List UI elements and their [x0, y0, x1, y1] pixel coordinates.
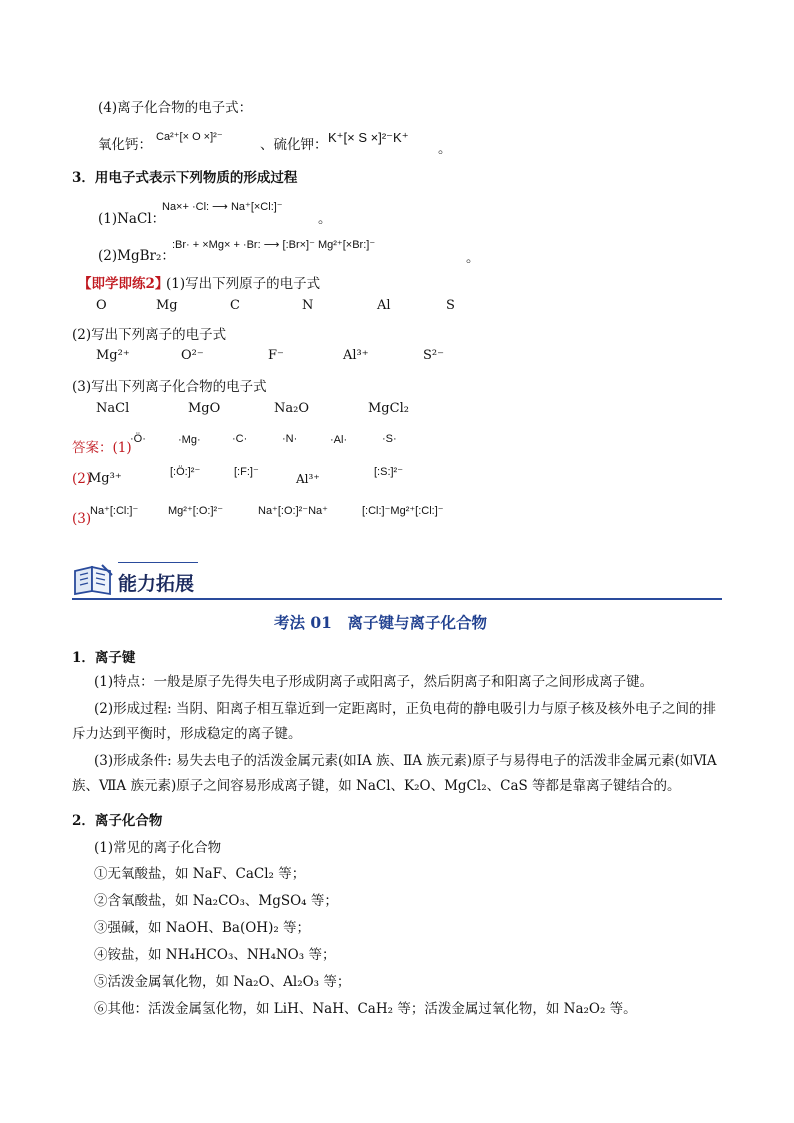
practice-q1: (1)写出下列原子的电子式 [166, 276, 321, 292]
list-item: ①无氧酸盐，如 NaF、CaCl₂ 等； [94, 866, 306, 882]
list-item: ⑤活泼金属氧化物，如 Na₂O、Al₂O₃ 等； [94, 974, 351, 990]
answer-ion: [:F:]⁻ [234, 466, 259, 478]
list-item: ②含氧酸盐，如 Na₂CO₃、MgSO₄ 等； [94, 893, 338, 909]
mgbr-label: (2)MgBr₂： [98, 248, 175, 264]
atom-item: Mg [156, 298, 178, 313]
answer-atom: ·Al· [330, 434, 348, 446]
ion-item: Mg²⁺ [96, 348, 130, 363]
answer-compound: Na⁺[:O:]²⁻Na⁺ [258, 505, 328, 517]
sec4-heading: (4)离子化合物的电子式： [98, 100, 253, 116]
nacl-label: (1)NaCl： [98, 211, 166, 227]
answer-p3-label: (3) [72, 511, 92, 527]
s2-heading: 2．离子化合物 [72, 813, 163, 829]
compound-item: NaCl [96, 401, 130, 416]
answer-compound: Na⁺[:Cl:]⁻ [90, 505, 139, 517]
s1-para-1: (1)特点：一般是原子先得失电子形成阴离子或阳离子，然后阴离子和阳离子之间形成离子键。 [94, 674, 654, 690]
answer-atom: ·Ö· [130, 433, 146, 445]
ion-item: S²⁻ [423, 348, 444, 363]
banner-rule [72, 598, 722, 600]
s1-para-3: (3)形成条件: 易失去电子的活泼金属元素(如ⅠA 族、ⅡA 族元素)原子与易得电子的活泼非金属元素(如ⅥA 族、ⅦA 族元素)原子之间容易形成离子键，如 NaCl、K₂O、MgCl₂、CaS 等都是靠离子键结合的。 [72, 753, 717, 794]
atom-item: S [446, 298, 455, 313]
answer-compound: [:Cl:]⁻Mg²⁺[:Cl:]⁻ [362, 505, 444, 517]
mgbr-end: 。 [466, 250, 480, 266]
s1-heading: 1．离子键 [72, 650, 136, 666]
practice-q3: (3)写出下列离子化合物的电子式 [72, 379, 267, 395]
cao-formula: Ca²⁺[× O ×]²⁻ [156, 131, 223, 143]
ion-item: F⁻ [268, 348, 284, 363]
banner-title: 能力拓展 [118, 573, 195, 595]
list-item: ⑥其他：活泼金属氢化物，如 LiH、NaH、CaH₂ 等；活泼金属过氧化物，如 Na₂O₂ 等。 [94, 1001, 637, 1017]
atom-item: C [230, 298, 240, 313]
atom-item: O [96, 298, 107, 313]
compound-item: MgCl₂ [368, 401, 409, 416]
answer-atom: ·N· [282, 433, 298, 445]
compound-item: Na₂O [274, 401, 309, 416]
cao-label: 氧化钙： [98, 137, 152, 153]
book-icon [72, 563, 114, 601]
answer-ion: [:S:]²⁻ [374, 466, 404, 478]
answer-compound: Mg²⁺[:O:]²⁻ [168, 505, 223, 517]
answer-p2-label: (2) [72, 471, 92, 487]
list-item: ③强碱，如 NaOH、Ba(OH)₂ 等； [94, 920, 311, 936]
atom-item: N [302, 298, 314, 313]
nacl-process: Na×+ ·Cl: ⟶ Na⁺[×Cl:]⁻ [162, 201, 283, 213]
k2s-formula: K⁺[× S ×]²⁻K⁺ [328, 130, 409, 145]
s2-intro: (1)常见的离子化合物 [94, 840, 222, 856]
sec4-end: 。 [438, 141, 452, 157]
ion-item: Al³⁺ [343, 348, 369, 363]
kaofa-title: 考法 01 离子键与离子化合物 [274, 613, 487, 632]
answer-ion: [:Ö:]²⁻ [170, 466, 201, 478]
practice-q2: (2)写出下列离子的电子式 [72, 327, 227, 343]
list-item: ④铵盐，如 NH₄HCO₃、NH₄NO₃ 等； [94, 947, 336, 963]
practice-tag: 【即学即练2】 [78, 276, 169, 292]
answer-atom: ·Mg· [178, 434, 201, 446]
banner-top-line [118, 562, 198, 563]
mgbr-process: :Br· + ×Mg× + ·Br: ⟶ [:Br×]⁻ Mg²⁺[×Br:]⁻ [172, 239, 376, 251]
answer-atom: ·S· [382, 433, 397, 445]
answer-p2-first: Mg³⁺ [88, 471, 122, 486]
compound-item: MgO [188, 401, 221, 416]
s1-para-2: (2)形成过程: 当阴、阳离子相互靠近到一定距离时，正负电荷的静电吸引力与原子核及核外电子之间的排斥力达到平衡时，形成稳定的离子键。 [72, 701, 716, 742]
answer-atom: ·C· [232, 433, 248, 445]
answer-label: 答案：(1) [72, 440, 132, 456]
sec3-heading: 3．用电子式表示下列物质的形成过程 [72, 170, 298, 186]
atom-item: Al [377, 298, 391, 313]
k2s-separator: 、硫化钾： [260, 137, 328, 153]
ion-item: O²⁻ [181, 348, 204, 363]
answer-ion: Al³⁺ [296, 472, 320, 486]
nacl-end: 。 [318, 211, 332, 227]
